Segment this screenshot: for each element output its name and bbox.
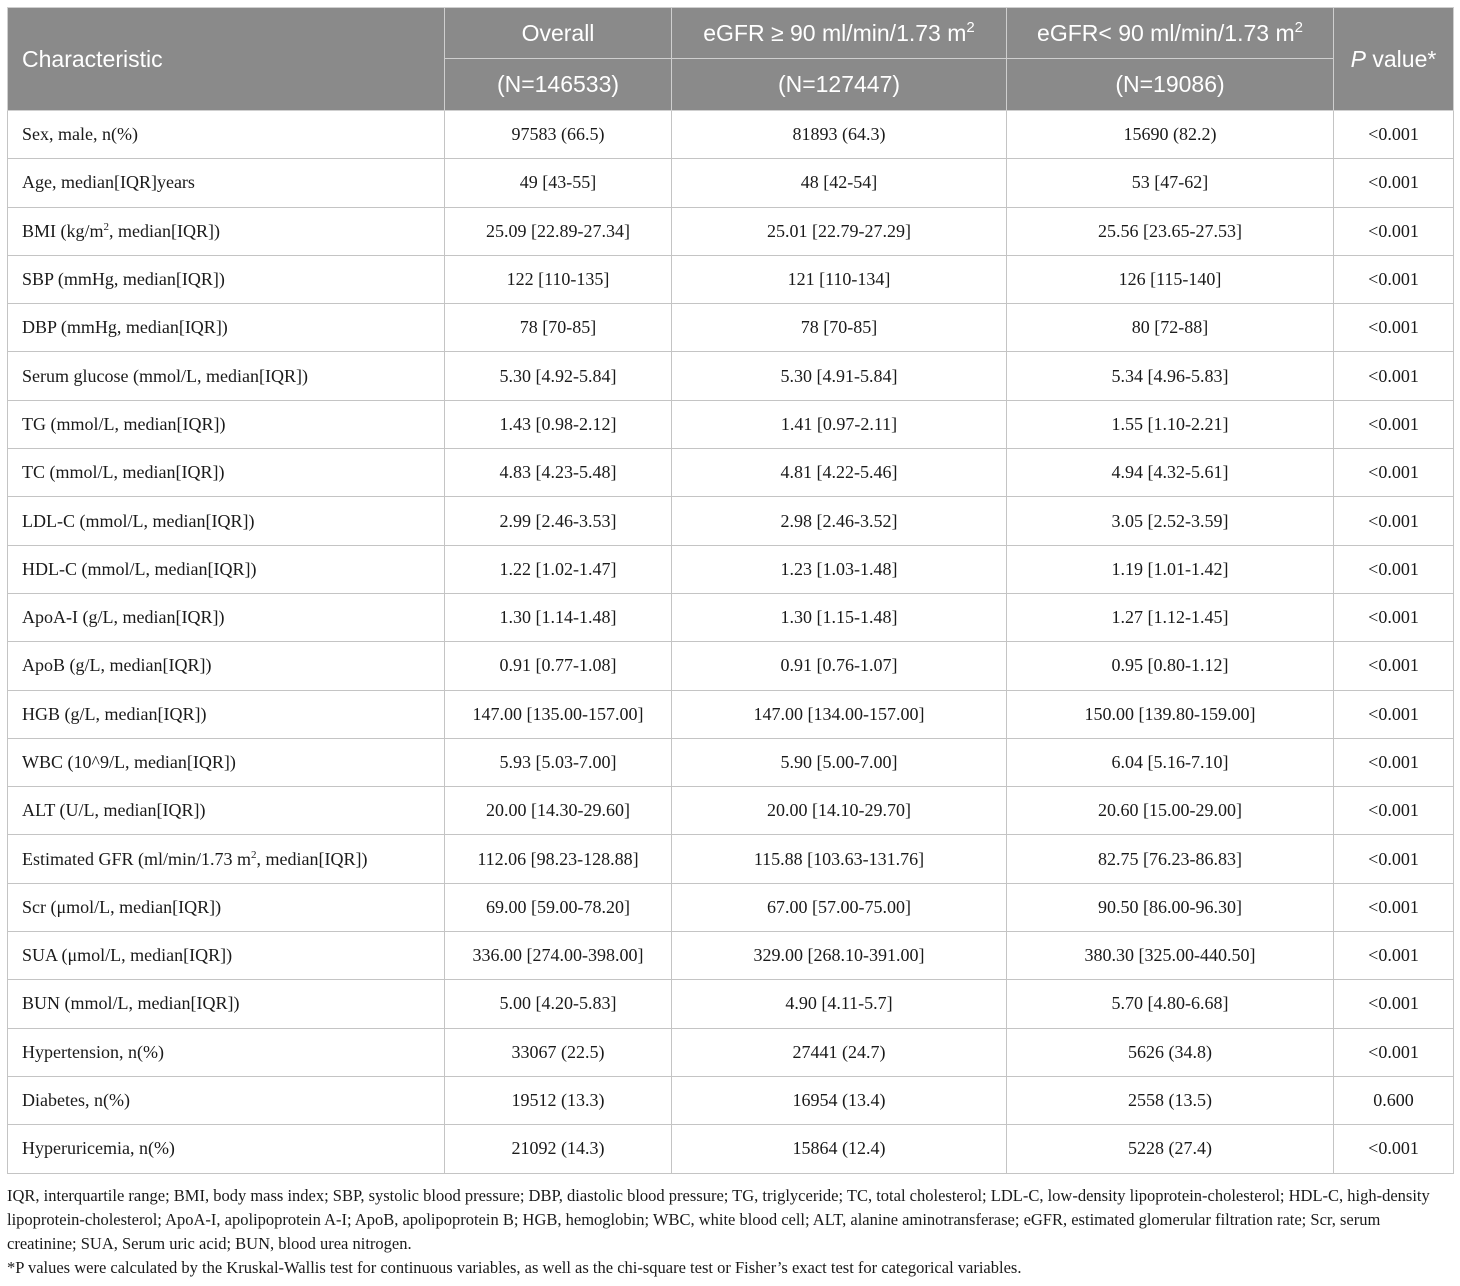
cell-characteristic <box>8 883 445 931</box>
cell-egfr-low: 5.70 [4.80-6.68] <box>1007 980 1334 1028</box>
characteristic-superscript: 2 <box>103 220 110 233</box>
characteristic-label: ApoA-I (g/L, median[IQR]) <box>22 607 225 628</box>
characteristic-label: WBC (10^9/L, median[IQR]) <box>22 752 236 772</box>
cell-egfr-high: 4.81 [4.22-5.46] <box>672 449 1007 497</box>
cell-overall: 49 [43-55] <box>445 159 672 207</box>
cell-characteristic <box>8 255 445 303</box>
cell-overall: 2.99 [2.46-3.53] <box>445 497 672 545</box>
table-row <box>8 787 1454 835</box>
cell-egfr-high: 1.23 [1.03-1.48] <box>672 545 1007 593</box>
characteristic-label: BUN (mmol/L, median[IQR]) <box>22 993 240 1014</box>
cell-egfr-high: 15864 (12.4) <box>672 1125 1007 1173</box>
cell-egfr-low: 1.27 [1.12-1.45] <box>1007 593 1334 641</box>
cell-overall: 1.30 [1.14-1.48] <box>445 593 672 641</box>
cell-overall: 97583 (66.5) <box>445 111 672 159</box>
header-characteristic: Characteristic <box>8 8 445 111</box>
cell-pvalue: <0.001 <box>1334 207 1454 255</box>
header-egfr-high-n: (N=127447) <box>672 59 1007 111</box>
cell-pvalue: <0.001 <box>1334 787 1454 835</box>
characteristic-label: Sex, male, n(%) <box>22 124 138 145</box>
cell-characteristic <box>8 593 445 641</box>
cell-pvalue: <0.001 <box>1334 497 1454 545</box>
cell-characteristic <box>8 642 445 690</box>
cell-overall: 5.93 [5.03-7.00] <box>445 738 672 786</box>
table-row <box>8 304 1454 352</box>
header-egfr-low <box>1007 8 1334 59</box>
cell-overall: 112.06 [98.23-128.88] <box>445 835 672 883</box>
characteristic-label: DBP (mmHg, median[IQR]) <box>22 317 228 338</box>
cell-pvalue: <0.001 <box>1334 883 1454 931</box>
cell-egfr-low: 25.56 [23.65-27.53] <box>1007 207 1334 255</box>
cell-pvalue: <0.001 <box>1334 980 1454 1028</box>
cell-characteristic <box>8 497 445 545</box>
table-body <box>8 111 1454 1174</box>
cell-overall: 0.91 [0.77-1.08] <box>445 642 672 690</box>
table-row <box>8 1028 1454 1076</box>
cell-egfr-high: 0.91 [0.76-1.07] <box>672 642 1007 690</box>
cell-characteristic <box>8 787 445 835</box>
cell-characteristic <box>8 111 445 159</box>
cell-characteristic <box>8 1076 445 1124</box>
cell-overall: 33067 (22.5) <box>445 1028 672 1076</box>
characteristic-label: SUA (μmol/L, median[IQR]) <box>22 945 233 966</box>
cell-pvalue: <0.001 <box>1334 835 1454 883</box>
cell-overall: 5.30 [4.92-5.84] <box>445 352 672 400</box>
cell-overall: 19512 (13.3) <box>445 1076 672 1124</box>
cell-overall: 1.43 [0.98-2.12] <box>445 400 672 448</box>
characteristic-label: Estimated GFR (ml/min/1.73 m <box>22 848 251 869</box>
cell-pvalue: <0.001 <box>1334 304 1454 352</box>
cell-egfr-low: 5228 (27.4) <box>1007 1125 1334 1173</box>
cell-characteristic <box>8 207 445 255</box>
cell-characteristic <box>8 159 445 207</box>
cell-characteristic <box>8 980 445 1028</box>
cell-pvalue: <0.001 <box>1334 738 1454 786</box>
table-row <box>8 352 1454 400</box>
cell-egfr-low: 126 [115-140] <box>1007 255 1334 303</box>
header-egfr-low-n: (N=19086) <box>1007 59 1334 111</box>
table-row <box>8 835 1454 883</box>
cell-pvalue: <0.001 <box>1334 1028 1454 1076</box>
table-row <box>8 980 1454 1028</box>
cell-pvalue: <0.001 <box>1334 111 1454 159</box>
characteristics-table-wrapper <box>7 7 1453 1174</box>
cell-characteristic <box>8 545 445 593</box>
cell-overall: 20.00 [14.30-29.60] <box>445 787 672 835</box>
header-egfr-low-text: eGFR< 90 ml/min/1.73 m <box>1037 19 1295 46</box>
table-row <box>8 449 1454 497</box>
cell-egfr-low: 5626 (34.8) <box>1007 1028 1334 1076</box>
characteristic-label: HDL-C (mmol/L, median[IQR]) <box>22 558 257 579</box>
cell-overall: 147.00 [135.00-157.00] <box>445 690 672 738</box>
cell-egfr-low: 4.94 [4.32-5.61] <box>1007 449 1334 497</box>
cell-egfr-high: 1.30 [1.15-1.48] <box>672 593 1007 641</box>
cell-egfr-low: 90.50 [86.00-96.30] <box>1007 883 1334 931</box>
cell-egfr-high: 147.00 [134.00-157.00] <box>672 690 1007 738</box>
header-egfr-high-text: eGFR ≥ 90 ml/min/1.73 m <box>703 19 967 46</box>
table-row <box>8 497 1454 545</box>
cell-characteristic <box>8 449 445 497</box>
header-pvalue <box>1334 8 1454 111</box>
cell-egfr-high: 20.00 [14.10-29.70] <box>672 787 1007 835</box>
cell-egfr-low: 53 [47-62] <box>1007 159 1334 207</box>
characteristic-label: LDL-C (mmol/L, median[IQR]) <box>22 510 255 531</box>
cell-characteristic <box>8 1125 445 1173</box>
header-egfr-high <box>672 8 1007 59</box>
cell-egfr-high: 67.00 [57.00-75.00] <box>672 883 1007 931</box>
cell-egfr-high: 329.00 [268.10-391.00] <box>672 932 1007 980</box>
footnote-abbreviations: IQR, interquartile range; BMI, body mass index; SBP, systolic blood pressure; DBP, diastolic blood pressure; TG, triglyceride; TC, total cholesterol; LDL-C, low-density lipoprotein-cholesterol; HDL-C, high-density lipoprotein-cholesterol; ApoA-I, apolipoprotein A-I; ApoB, apolipoprotein B; HGB, hemoglobin; WBC, white blood cell; ALT, alanine aminotransferase; eGFR, estimated glomerular filtration rate; Scr, serum creatinine; SUA, Serum uric acid; BUN, blood urea nitrogen. <box>7 1186 1430 1253</box>
characteristic-label: ALT (U/L, median[IQR]) <box>22 800 206 821</box>
cell-pvalue: <0.001 <box>1334 449 1454 497</box>
header-overall: Overall <box>445 8 672 59</box>
cell-characteristic <box>8 400 445 448</box>
table-footnotes <box>7 1184 1453 1280</box>
cell-egfr-high: 4.90 [4.11-5.7] <box>672 980 1007 1028</box>
cell-overall: 78 [70-85] <box>445 304 672 352</box>
cell-egfr-low: 80 [72-88] <box>1007 304 1334 352</box>
table-row <box>8 207 1454 255</box>
cell-egfr-low: 5.34 [4.96-5.83] <box>1007 352 1334 400</box>
characteristic-label: Scr (μmol/L, median[IQR]) <box>22 896 222 917</box>
cell-egfr-high: 25.01 [22.79-27.29] <box>672 207 1007 255</box>
cell-egfr-high: 5.30 [4.91-5.84] <box>672 352 1007 400</box>
cell-pvalue: <0.001 <box>1334 255 1454 303</box>
cell-overall: 336.00 [274.00-398.00] <box>445 932 672 980</box>
table-row <box>8 255 1454 303</box>
characteristic-label: Hypertension, n(%) <box>22 1041 164 1062</box>
cell-egfr-low: 2558 (13.5) <box>1007 1076 1334 1124</box>
cell-egfr-high: 115.88 [103.63-131.76] <box>672 835 1007 883</box>
header-egfr-low-sup: 2 <box>1294 18 1303 36</box>
cell-characteristic <box>8 738 445 786</box>
cell-overall: 4.83 [4.23-5.48] <box>445 449 672 497</box>
cell-egfr-high: 121 [110-134] <box>672 255 1007 303</box>
cell-overall: 5.00 [4.20-5.83] <box>445 980 672 1028</box>
cell-egfr-high: 78 [70-85] <box>672 304 1007 352</box>
cell-overall: 122 [110-135] <box>445 255 672 303</box>
table-header <box>8 8 1454 111</box>
characteristic-label: HGB (g/L, median[IQR]) <box>22 703 207 724</box>
cell-egfr-high: 5.90 [5.00-7.00] <box>672 738 1007 786</box>
cell-egfr-low: 3.05 [2.52-3.59] <box>1007 497 1334 545</box>
cell-characteristic <box>8 352 445 400</box>
cell-egfr-low: 15690 (82.2) <box>1007 111 1334 159</box>
cell-egfr-low: 380.30 [325.00-440.50] <box>1007 932 1334 980</box>
header-overall-n: (N=146533) <box>445 59 672 111</box>
cell-pvalue: 0.600 <box>1334 1076 1454 1124</box>
characteristic-label: BMI (kg/m <box>22 220 104 241</box>
cell-characteristic <box>8 304 445 352</box>
cell-egfr-high: 81893 (64.3) <box>672 111 1007 159</box>
header-row-1 <box>8 8 1454 59</box>
characteristic-label: Age, median[IQR]years <box>22 172 195 193</box>
characteristic-label: ApoB (g/L, median[IQR]) <box>22 655 212 676</box>
cell-egfr-low: 150.00 [139.80-159.00] <box>1007 690 1334 738</box>
cell-characteristic <box>8 690 445 738</box>
table-row <box>8 883 1454 931</box>
cell-egfr-high: 27441 (24.7) <box>672 1028 1007 1076</box>
table-row <box>8 932 1454 980</box>
cell-egfr-high: 1.41 [0.97-2.11] <box>672 400 1007 448</box>
header-pvalue-p: P <box>1350 45 1366 72</box>
cell-egfr-high: 48 [42-54] <box>672 159 1007 207</box>
characteristic-label: Diabetes, n(%) <box>22 1090 130 1111</box>
cell-egfr-high: 16954 (13.4) <box>672 1076 1007 1124</box>
cell-pvalue: <0.001 <box>1334 642 1454 690</box>
characteristic-label: Serum glucose (mmol/L, median[IQR]) <box>22 365 308 386</box>
table-row <box>8 545 1454 593</box>
cell-pvalue: <0.001 <box>1334 400 1454 448</box>
cell-characteristic <box>8 932 445 980</box>
characteristic-label: TC (mmol/L, median[IQR]) <box>22 462 225 483</box>
cell-egfr-low: 0.95 [0.80-1.12] <box>1007 642 1334 690</box>
cell-egfr-low: 1.55 [1.10-2.21] <box>1007 400 1334 448</box>
cell-egfr-low: 6.04 [5.16-7.10] <box>1007 738 1334 786</box>
cell-pvalue: <0.001 <box>1334 159 1454 207</box>
characteristic-label: Hyperuricemia, n(%) <box>22 1138 175 1159</box>
characteristic-label-suffix: , median[IQR]) <box>109 220 220 241</box>
cell-pvalue: <0.001 <box>1334 932 1454 980</box>
table-row <box>8 690 1454 738</box>
table-row <box>8 593 1454 641</box>
cell-pvalue: <0.001 <box>1334 690 1454 738</box>
table-row <box>8 400 1454 448</box>
cell-characteristic <box>8 1028 445 1076</box>
cell-overall: 1.22 [1.02-1.47] <box>445 545 672 593</box>
characteristic-label: TG (mmol/L, median[IQR]) <box>22 413 226 434</box>
cell-egfr-low: 82.75 [76.23-86.83] <box>1007 835 1334 883</box>
footnote-pvalue: *P values were calculated by the Kruskal-Wallis test for continuous variables, as well as the chi-square test or Fisher’s exact test for categorical variables. <box>7 1258 1022 1277</box>
characteristics-table <box>7 7 1454 1174</box>
table-row <box>8 642 1454 690</box>
cell-overall: 21092 (14.3) <box>445 1125 672 1173</box>
table-row <box>8 1076 1454 1124</box>
cell-egfr-high: 2.98 [2.46-3.52] <box>672 497 1007 545</box>
table-row <box>8 738 1454 786</box>
header-pvalue-rest: value* <box>1366 45 1437 72</box>
header-egfr-high-sup: 2 <box>966 18 975 36</box>
cell-pvalue: <0.001 <box>1334 593 1454 641</box>
cell-characteristic <box>8 835 445 883</box>
characteristic-label-suffix: , median[IQR]) <box>256 848 368 869</box>
cell-pvalue: <0.001 <box>1334 545 1454 593</box>
cell-overall: 69.00 [59.00-78.20] <box>445 883 672 931</box>
cell-pvalue: <0.001 <box>1334 1125 1454 1173</box>
cell-overall: 25.09 [22.89-27.34] <box>445 207 672 255</box>
characteristic-superscript: 2 <box>251 848 257 861</box>
table-row <box>8 111 1454 159</box>
table-row <box>8 1125 1454 1173</box>
table-row <box>8 159 1454 207</box>
cell-egfr-low: 1.19 [1.01-1.42] <box>1007 545 1334 593</box>
cell-pvalue: <0.001 <box>1334 352 1454 400</box>
characteristic-label: SBP (mmHg, median[IQR]) <box>22 269 225 290</box>
cell-egfr-low: 20.60 [15.00-29.00] <box>1007 787 1334 835</box>
